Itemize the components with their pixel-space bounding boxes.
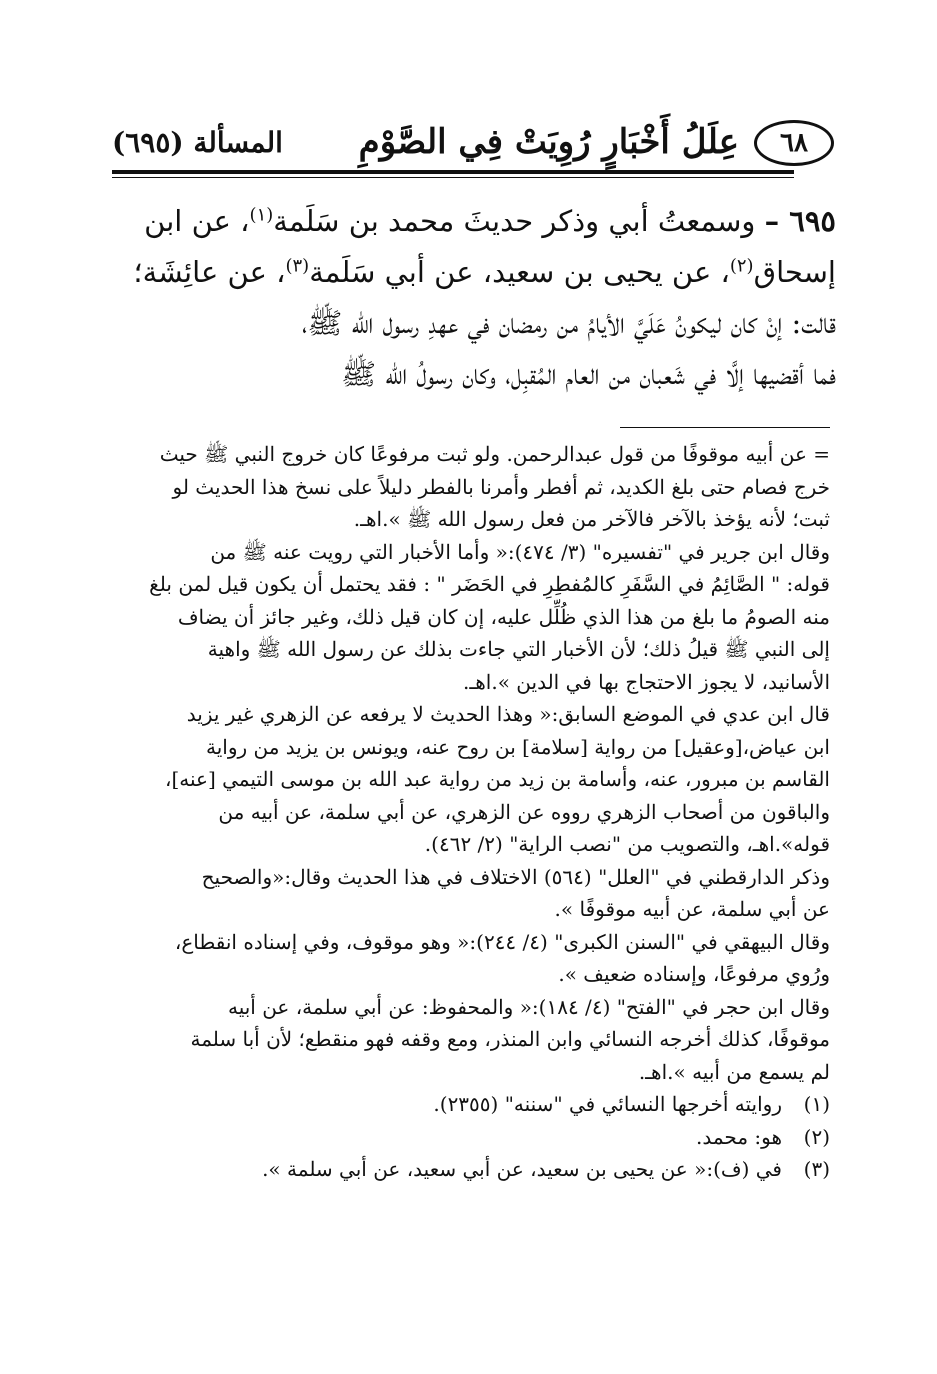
note-line: ابن عياض،[وعقيل] من رواية [سلامة] بن روح عنه، ويونس بن يزيد من رواية <box>205 734 830 759</box>
main-line: ٦٩٥ – وسمعتُ أبي وذكر حديثَ محمد بن سَلَمة$^{(١)}$، عن ابن <box>144 204 836 238</box>
note-line: قوله: " الصَّائِمُ في السَّفَرِ كالمُفطِرِ في الحَضَر " : فقد يحتمل أن يكون قيل لمن بلغ <box>149 572 830 596</box>
note-line: منه الصومُ ما بلغ من هذا الذي ظُلِّل عليه، إن كان قيل ذلك، وغير جائز أن يضاف <box>177 604 830 629</box>
note-line: ثبت؛ لأنه يؤخذ بالآخر فالآخر من فعل رسول الله ﷺ ».اهـ. <box>353 507 830 531</box>
footnote-2 <box>110 1121 830 1154</box>
main-line: فما أقضيها إلَّا في شَعبان من العام المُقبِل، وكان رسولُ الله ﷺ <box>341 357 836 391</box>
footnote-number: (١) <box>803 1092 830 1116</box>
note-line: = عن أبيه موقوفًا من قول عبدالرحمن. ولو ثبت مرفوعًا كان خروج النبي ﷺ حيث <box>159 442 830 466</box>
note-line: وقال ابن جرير في "تفسيره" (٣/ ٤٧٤):« وأما الأخبار التي رويت عنه ﷺ من <box>210 539 830 564</box>
note-line: والباقون من أصحاب الزهري رووه عن الزهري، عن أبي سلمة، عن أبيه من <box>218 799 830 824</box>
note-line: موقوفًا، كذلك أخرجه النسائي وابن المنذر، ومع وقفه فهو منقطع؛ لأن أبا سلمة <box>190 1027 830 1051</box>
note-ref: (٢) <box>729 255 754 277</box>
footnote-number: (٣) <box>803 1157 830 1181</box>
footnote-text: روايته أخرجها النسائي في "سننه" (٢٣٥٥). <box>433 1092 782 1116</box>
note-line: عن أبي سلمة، عن أبيه موقوفًا ». <box>554 897 830 921</box>
footnote-text: هو: محمد. <box>695 1124 782 1149</box>
note-line: لم يسمع من أبيه ».اهـ. <box>638 1059 830 1084</box>
footnote-separator <box>620 427 830 428</box>
note-line: وقال ابن حجر في "الفتح" (٤/ ١٨٤):« والمحفوظ: عن أبي سلمة، عن أبيه <box>227 994 830 1019</box>
note-ref: (١) <box>249 204 274 226</box>
note-ref: (٣) <box>285 255 310 277</box>
note-line: إلى النبي ﷺ قيلُ ذلك؛ لأن الأخبار التي جاءت بذلك عن رسول الله ﷺ واهية <box>207 637 830 661</box>
footnote-1 <box>110 1088 830 1121</box>
footnote-number: (٢) <box>803 1124 830 1149</box>
main-text <box>108 196 836 400</box>
footnotes-section <box>110 438 830 1186</box>
header-rule-thin <box>112 177 794 178</box>
note-line: ورُوي مرفوعًا، وإسناده ضعيف ». <box>558 962 830 986</box>
page-number: ٦٨ <box>754 120 834 166</box>
issue-label: المسألة (٦٩٥) <box>112 126 283 159</box>
book-title: عِلَلُ أَخْبَارٍ رُوِيَتْ فِي الصَّوْمِ <box>358 122 739 162</box>
header-rule-thick <box>112 170 794 174</box>
note-line: القاسم بن مبرور، عنه، وأسامة بن زيد من رواية عبد الله بن موسى التيمي [عنه]، <box>165 767 830 791</box>
note-line: وذكر الدارقطني في "العلل" (٥٦٤) الاختلاف في هذا الحديث وقال:«والصحيح <box>201 864 830 889</box>
note-line: خرج فصام حتى بلغ الكديد، ثم أفطر وأمرنا بالفطر دليلاً على نسخ هذا الحديث لو <box>172 474 830 499</box>
footnote-3 <box>110 1153 830 1186</box>
page-header <box>112 120 834 178</box>
footnote-text: في (ف):« عن يحيى بن سعيد، عن أبي سعيد، عن أبي سلمة ». <box>262 1157 782 1181</box>
note-line: الأسانيد، لا يجوز الاحتجاج بها في الدين ».اهـ. <box>463 669 830 694</box>
note-line: وقال البيهقي في "السنن الكبرى" (٤/ ٢٤٤):« وهو موقوف، وفي إسناده انقطاع، <box>174 929 830 954</box>
main-line: إسحاق$^{(٢)}$، عن يحيى بن سعيد، عن أبي سَلَمة$^{(٣)}$، عن عائِشَة؛ <box>133 255 836 289</box>
hadith-number: ٦٩٥ – <box>764 204 836 238</box>
main-line: قالت: إنْ كان ليكونُ عَلَيَّ الأيامُ من رمضان في عهدِ رسول الله ﷺ، <box>301 306 836 340</box>
note-line: قال ابن عدي في الموضع السابق:« وهذا الحديث لا يرفعه عن الزهري غير يزيد <box>186 702 830 726</box>
note-line: قوله».اهـ، والتصويب من "نصب الراية" (٢/ ٤٦٢). <box>424 832 830 856</box>
